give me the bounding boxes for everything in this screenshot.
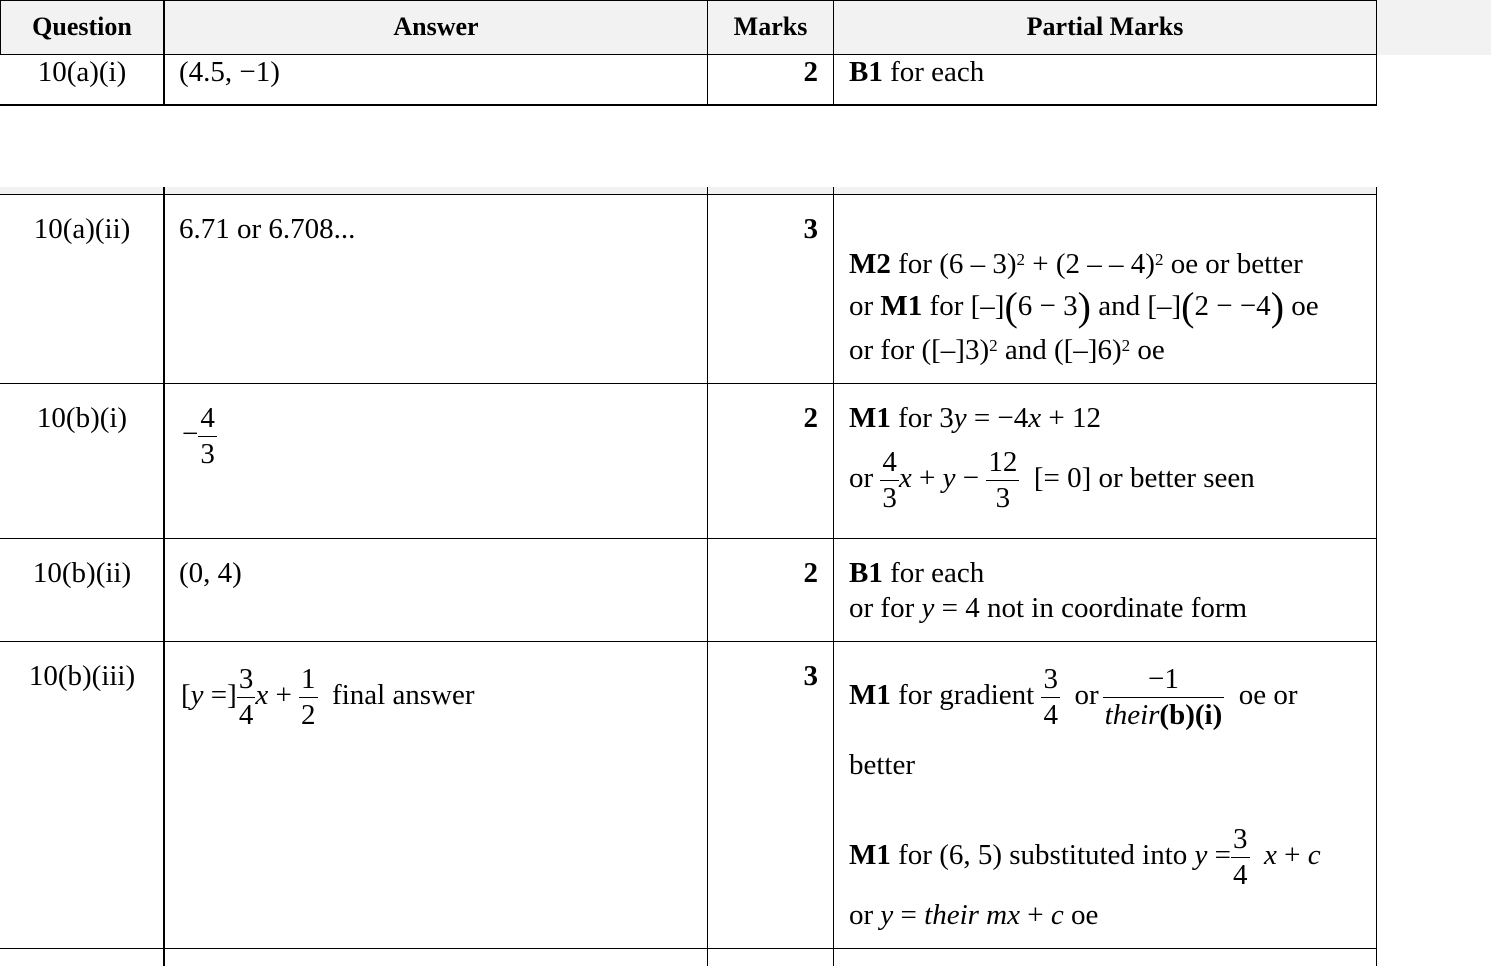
fraction <box>299 665 318 730</box>
rule <box>0 383 1377 384</box>
marks: 3 <box>803 660 818 692</box>
partial-line <box>849 592 1247 624</box>
fraction <box>198 404 217 469</box>
header-answer: Answer <box>393 12 479 41</box>
denominator <box>1103 698 1225 730</box>
partial-text: and ([–]6) <box>997 334 1122 366</box>
variable: y <box>190 679 204 712</box>
part-reference: (b)(i) <box>1159 699 1223 731</box>
rule <box>0 0 1377 1</box>
variable: c <box>1050 899 1064 931</box>
answer <box>181 665 475 730</box>
variable: y <box>1194 839 1208 872</box>
variable: x <box>898 462 912 495</box>
variable: c <box>1307 839 1321 872</box>
operator: =] <box>203 679 237 712</box>
mark-code: M1 <box>849 679 891 712</box>
rule <box>1376 0 1377 106</box>
header-marks: Marks <box>733 12 808 41</box>
marks: 2 <box>803 56 818 88</box>
rule <box>0 194 1377 195</box>
variable: y <box>942 462 956 495</box>
superscript: 2 <box>1154 250 1164 269</box>
rule <box>0 538 1377 539</box>
partial-line <box>849 448 1255 513</box>
partial-text: for <box>898 402 932 434</box>
variable: y <box>953 402 967 434</box>
numerator: 4 <box>198 404 217 437</box>
partial-text: or <box>849 290 874 322</box>
question-number: 10(b)(ii) <box>32 557 132 589</box>
partial-text: or <box>1074 679 1099 712</box>
partial-line: or M1 for [–](6 − 3) and [–](2 − −4) oe <box>849 284 1319 329</box>
answer <box>182 404 217 469</box>
partial-text: [= 0] or better seen <box>1033 462 1255 495</box>
numerator: 4 <box>880 448 899 481</box>
denominator: 3 <box>995 482 1011 514</box>
question-number: 10(a)(i) <box>37 56 127 88</box>
partial-text: for (6 – 3) <box>898 248 1017 280</box>
partial-text: or for <box>849 592 922 624</box>
header-partial-marks: Partial Marks <box>1026 12 1184 41</box>
equation-part: + 12 <box>1041 402 1102 434</box>
expression: 6 − 3 <box>1017 290 1078 322</box>
fraction <box>237 665 256 730</box>
numerator: 3 <box>237 665 256 698</box>
partial-text: or <box>849 462 874 495</box>
rule <box>0 104 1377 106</box>
rule <box>833 0 834 106</box>
their-label: their <box>1104 699 1160 731</box>
partial-text: + (2 – – 4) <box>1025 248 1155 280</box>
partial-text: for (6, 5) substituted into <box>898 839 1195 872</box>
mark-code: M2 <box>849 248 891 280</box>
their-label: their mx <box>924 899 1020 931</box>
question-number: 10(a)(ii) <box>33 213 131 245</box>
superscript: 2 <box>1121 336 1131 355</box>
partial-marks <box>849 56 984 88</box>
variable: x <box>1264 839 1277 872</box>
answer: (4.5, −1) <box>179 56 280 88</box>
operator: + <box>1020 899 1051 931</box>
marks: 2 <box>803 557 818 589</box>
numerator: 3 <box>1041 665 1060 698</box>
operator: = <box>1207 839 1232 872</box>
partial-text: and [–] <box>1098 290 1182 322</box>
partial-line <box>849 899 1098 931</box>
numerator: 12 <box>986 448 1019 481</box>
fraction <box>1103 665 1225 730</box>
numerator: −1 <box>1103 665 1225 698</box>
operator: + <box>1276 839 1308 872</box>
fraction <box>1041 665 1060 730</box>
partial-text: or <box>849 899 881 931</box>
minus-sign: − <box>182 418 199 451</box>
rule <box>163 0 165 106</box>
numerator: 3 <box>1231 825 1250 858</box>
rule <box>0 0 1 55</box>
partial-text: for each <box>890 56 985 88</box>
mark-code: M1 <box>880 290 923 322</box>
answer: (0, 4) <box>179 557 242 589</box>
partial-line <box>849 248 1303 280</box>
partial-text: oe or <box>1238 679 1298 712</box>
partial-text: or for ([–]3) <box>849 334 990 366</box>
denominator: 4 <box>1233 859 1248 891</box>
operator: + <box>911 462 943 495</box>
partial-line <box>849 665 1298 730</box>
operator: + <box>268 679 300 712</box>
mark-code: B1 <box>849 56 883 88</box>
variable: x <box>255 679 269 712</box>
mark-code: M1 <box>849 402 891 434</box>
partial-line <box>849 334 1165 366</box>
mark-code: B1 <box>849 557 883 589</box>
rule <box>0 54 1377 55</box>
rule <box>833 187 834 966</box>
denominator: 4 <box>238 699 254 731</box>
fraction <box>986 448 1019 513</box>
denominator: 3 <box>200 438 215 470</box>
fraction <box>880 448 899 513</box>
numerator: 1 <box>299 665 318 698</box>
bracket: [ <box>181 679 191 712</box>
question-number: 10(b)(iii) <box>28 660 136 692</box>
variable: y <box>921 592 935 624</box>
partial-text: for [–] <box>929 290 1005 322</box>
rule <box>707 0 708 106</box>
rule <box>0 948 1377 949</box>
marks: 3 <box>803 213 818 245</box>
expression: 2 − −4 <box>1194 290 1271 322</box>
equation-part: = −4 <box>966 402 1029 434</box>
operator: − <box>955 462 987 495</box>
marks: 2 <box>803 402 818 434</box>
rule <box>0 641 1377 642</box>
answer-text: final answer <box>332 679 475 712</box>
rule <box>1376 187 1377 966</box>
partial-line: better <box>849 749 916 781</box>
partial-text: oe or better <box>1163 248 1303 280</box>
partial-text: oe <box>1130 334 1165 366</box>
variable: y <box>880 899 894 931</box>
operator: = <box>893 899 925 931</box>
mark-code: M1 <box>849 839 891 872</box>
partial-line <box>849 557 984 589</box>
question-number: 10(b)(i) <box>36 402 128 434</box>
variable: x <box>1028 402 1042 434</box>
answer: 6.71 or 6.708... <box>179 213 356 245</box>
superscript: 2 <box>1016 250 1026 269</box>
superscript: 2 <box>989 336 998 355</box>
equation-part: 3 <box>939 402 954 434</box>
denominator: 3 <box>882 482 897 514</box>
header-question: Question <box>32 12 132 41</box>
partial-line <box>849 402 1101 434</box>
partial-text: for each <box>890 557 985 589</box>
partial-text: oe <box>1291 290 1319 322</box>
fraction <box>1231 825 1250 890</box>
partial-text: for gradient <box>898 679 1035 712</box>
partial-text: oe <box>1063 899 1099 931</box>
partial-line <box>849 825 1321 890</box>
denominator: 4 <box>1043 699 1058 731</box>
partial-text: = 4 not in coordinate form <box>934 592 1248 624</box>
denominator: 2 <box>301 699 316 731</box>
